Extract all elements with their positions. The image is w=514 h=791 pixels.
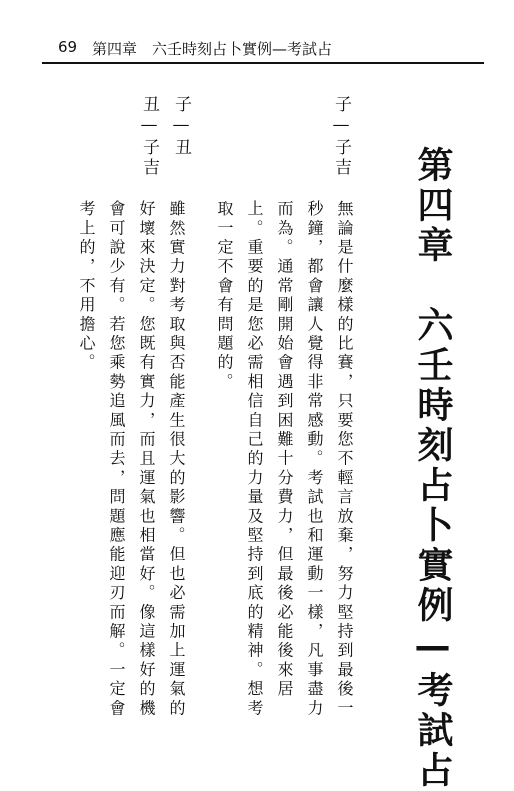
paragraph-line: 雖然實力對考取與否能產生很大的影響。但也必需加上運氣的 [167, 200, 186, 719]
paragraph-line: 考上的，不用擔心。 [77, 200, 96, 373]
paragraph-line: 無論是什麼樣的比賽，只要您不輕言放棄，努力堅持到最後一 [335, 200, 354, 719]
hexagram-line: 子—丑 [171, 95, 191, 158]
running-title: 第四章 六壬時刻占卜實例—考試占 [92, 40, 333, 58]
paragraph-line: 好壞來決定。您既有實力，而且運氣也相當好。像這樣好的機 [137, 200, 156, 719]
paragraph-line: 秒鐘，都會讓人覺得非常感動。考試也和運動一樣，凡事盡力 [305, 200, 324, 719]
hexagram-line: 子—子吉 [331, 95, 351, 178]
chapter-title: 第四章 六壬時刻占卜實例—考試占 [412, 146, 453, 791]
page-number: 69 [58, 38, 78, 56]
page-header [58, 38, 484, 58]
paragraph-line: 會可說少有。若您乘勢追風而去，問題應能迎刃而解。一定會 [107, 200, 126, 719]
paragraph-line: 取一定不會有問題的。 [215, 200, 234, 392]
paragraph-line: 而為。通常剛開始會遇到困難十分費力，但最後必能後來居 [275, 200, 294, 700]
hexagram-line: 丑—子吉 [139, 95, 159, 178]
paragraph-line: 上。重要的是您必需相信自己的力量及堅持到底的精神。想考 [245, 200, 264, 719]
header-rule [42, 62, 484, 64]
